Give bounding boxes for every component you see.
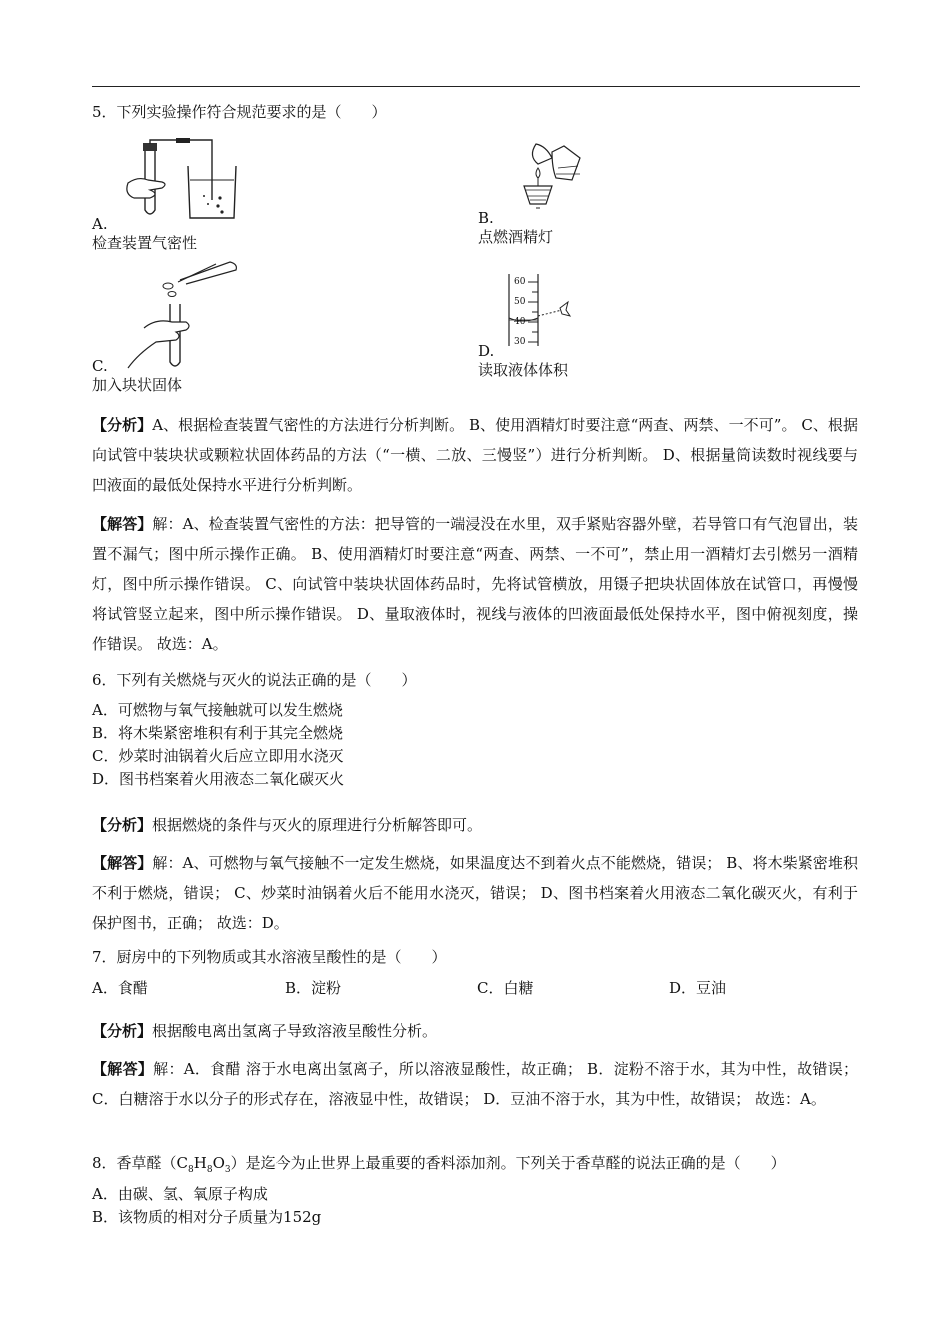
header-rule bbox=[92, 86, 860, 87]
q8-formula-h: H bbox=[193, 1154, 207, 1172]
cylinder-tick-40: 40 bbox=[514, 317, 526, 327]
q7-analysis bbox=[92, 1016, 858, 1046]
analysis-label: 【分析】 bbox=[92, 416, 153, 434]
option-d-caption: 读取液体体积 bbox=[478, 361, 569, 379]
q7-answer bbox=[92, 1054, 858, 1114]
figure-a-airtightness-check bbox=[120, 138, 250, 220]
option-b-letter: B. bbox=[478, 209, 494, 227]
q7-option-c: C．白糖 bbox=[477, 979, 534, 997]
cylinder-tick-30: 30 bbox=[514, 337, 526, 347]
q6-option-d: D．图书档案着火用液态二氧化碳灭火 bbox=[92, 770, 345, 788]
q5-answer bbox=[92, 509, 858, 659]
q6-option-c: C．炒菜时油锅着火后应立即用水浇灭 bbox=[92, 747, 344, 765]
analysis-label: 【分析】 bbox=[92, 816, 153, 834]
q5-stem: 5．下列实验操作符合规范要求的是（ ） bbox=[92, 103, 387, 121]
q8-formula-o: O bbox=[212, 1154, 225, 1172]
q7-option-a: A．食醋 bbox=[92, 979, 148, 997]
answer-text: 解：A、可燃物与氧气接触不一定发生燃烧，如果温度达不到着火点不能燃烧，错误； B、将木柴紧密堆积不利于燃烧，错误； C、炒菜时油锅着火后不能用水浇灭，错误； D、图书档案着火用液态二氧化碳灭火，有利于保护图书，正确； 故选：D。 bbox=[92, 854, 858, 932]
q8-stem-end: ）是迄今为止世界上最重要的香料添加剂。下列关于香草醛的说法正确的是（ ） bbox=[230, 1154, 786, 1172]
q8-formula-sub-h: 8 bbox=[206, 1165, 213, 1175]
q7-option-b: B．淀粉 bbox=[285, 979, 342, 997]
answer-label: 【解答】 bbox=[92, 854, 153, 872]
q6-answer bbox=[92, 848, 858, 938]
q8-formula-sub-c: 8 bbox=[188, 1165, 194, 1175]
analysis-text: 根据燃烧的条件与灭火的原理进行分析解答即可。 bbox=[152, 816, 483, 834]
q8-stem bbox=[92, 1152, 786, 1181]
option-a-caption: 检查装置气密性 bbox=[92, 234, 198, 252]
figure-b-alcohol-lamp bbox=[522, 138, 584, 210]
q6-analysis bbox=[92, 810, 858, 840]
q7-stem: 7．厨房中的下列物质或其水溶液呈酸性的是（ ） bbox=[92, 948, 447, 966]
cylinder-tick-50: 50 bbox=[514, 297, 526, 307]
q8-stem-start: 8．香草醛（C bbox=[92, 1154, 189, 1172]
answer-text: 解：A．食醋 溶于水电离出氢离子，所以溶液显酸性，故正确； B．淀粉不溶于水，其为中性，故错误； C．白糖溶于水以分子的形式存在，溶液显中性，故错误； D．豆油不溶于水，其为中性，故错误； 故选：A。 bbox=[92, 1060, 858, 1108]
q8-option-a: A．由碳、氢、氧原子构成 bbox=[92, 1185, 268, 1203]
q6-option-a: A．可燃物与氧气接触就可以发生燃烧 bbox=[92, 701, 343, 719]
option-a-letter: A. bbox=[92, 215, 108, 233]
q6-option-b: B．将木柴紧密堆积有利于其完全燃烧 bbox=[92, 724, 344, 742]
q7-option-d: D．豆油 bbox=[669, 979, 727, 997]
option-c-letter: C. bbox=[92, 357, 108, 375]
cylinder-tick-60: 60 bbox=[514, 277, 526, 287]
option-d-letter: D. bbox=[478, 342, 495, 360]
analysis-text: 根据酸电离出氢离子导致溶液呈酸性分析。 bbox=[152, 1022, 438, 1040]
answer-text: 解：A、检查装置气密性的方法：把导管的一端浸没在水里，双手紧贴容器外壁，若导管口有气泡冒出，装置不漏气；图中所示操作正确。 B、使用酒精灯时要注意“两查、两禁、一不可”，禁止用一酒精灯去引燃另一酒精灯，图中所示操作错误。 C、向试管中装块状固体药品时，先将试管横放，用镊子把块状固体放在试管口，再慢慢将试管竖立起来，图中所示操作错误。 D、量取液体时，视线与液体的凹液面最低处保持水平，图中俯视刻度，操作错误。 故选：A。 bbox=[92, 515, 858, 653]
q5-analysis bbox=[92, 410, 858, 500]
answer-label: 【解答】 bbox=[92, 515, 153, 533]
option-b-caption: 点燃酒精灯 bbox=[478, 228, 554, 246]
q6-stem: 6．下列有关燃烧与灭火的说法正确的是（ ） bbox=[92, 671, 417, 689]
q8-formula-sub-o: 3 bbox=[224, 1165, 231, 1175]
option-c-caption: 加入块状固体 bbox=[92, 376, 183, 394]
q8-option-b: B．该物质的相对分子质量为152g bbox=[92, 1208, 322, 1226]
answer-label: 【解答】 bbox=[92, 1060, 154, 1078]
analysis-label: 【分析】 bbox=[92, 1022, 153, 1040]
analysis-text: A、根据检查装置气密性的方法进行分析判断。 B、使用酒精灯时要注意“两查、两禁、一不可”。 C、根据向试管中装块状或颗粒状固体药品的方法（“一横、二放、三慢竖”）进行分析判断。 D、根据量筒读数时视线要与凹液面的最低处保持水平进行分析判断。 bbox=[92, 416, 858, 494]
figure-c-adding-block-solid bbox=[120, 258, 242, 372]
